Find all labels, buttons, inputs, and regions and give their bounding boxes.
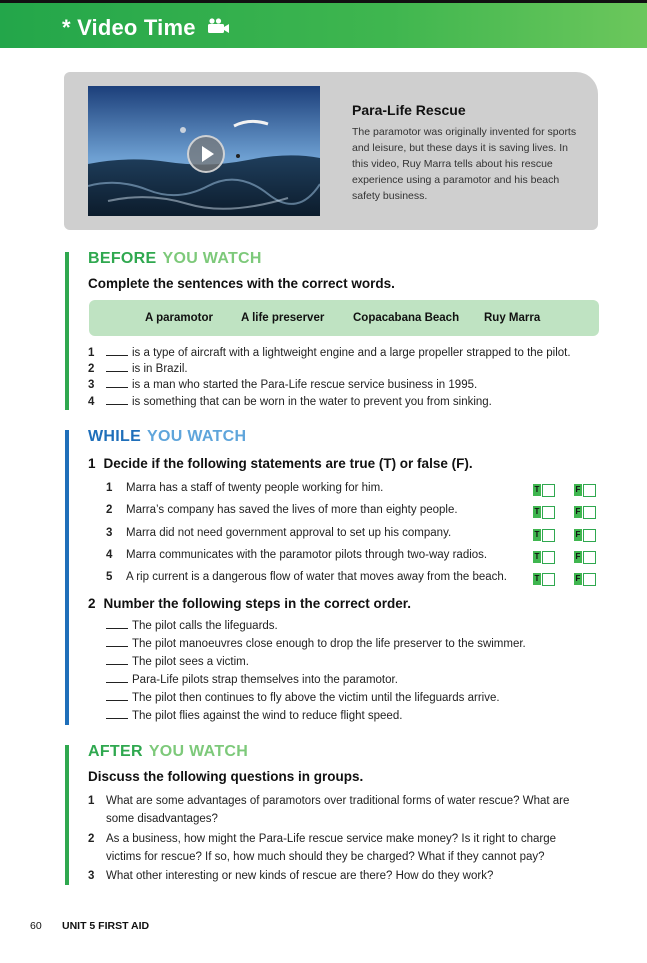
- while-task2-instruction: 2 Number the following steps in the correct order.: [88, 596, 412, 611]
- while-heading: WHILE YOU WATCH: [88, 428, 247, 445]
- word-bank-item: Ruy Marra: [484, 312, 541, 324]
- tf-statement: 4 Marra communicates with the paramotor pilots through two-way radios.: [106, 549, 488, 561]
- order-blank[interactable]: [106, 628, 128, 629]
- before-instruction: Complete the sentences with the correct words.: [88, 276, 395, 291]
- discussion-question: 3 What other interesting or new kinds of rescue are there? How do they work?: [88, 870, 494, 882]
- word-bank-item: A paramotor: [145, 312, 213, 324]
- tf-statement: 2 Marra’s company has saved the lives of more than eighty people.: [106, 504, 458, 516]
- discussion-question: 2 As a business, how might the Para-Life rescue service make money? Is it right to charge: [88, 833, 556, 845]
- tf-statement: 3 Marra did not need government approval to set up his company.: [106, 527, 452, 539]
- tf-statement: 5 A rip current is a dangerous flow of water that moves away from the beach.: [106, 571, 507, 583]
- false-checkbox[interactable]: F: [574, 484, 596, 496]
- banner-title: * Video Time: [62, 15, 196, 40]
- ordering-step: The pilot sees a victim.: [106, 656, 249, 668]
- true-checkbox[interactable]: T: [533, 529, 555, 541]
- true-box[interactable]: [542, 529, 555, 542]
- while-section-bar: [65, 430, 69, 725]
- order-blank[interactable]: [106, 664, 128, 665]
- page-number: 60: [30, 920, 42, 932]
- false-checkbox[interactable]: F: [574, 573, 596, 585]
- before-heading: BEFORE YOU WATCH: [88, 250, 262, 267]
- ordering-step: The pilot then continues to fly above the victim until the lifeguards arrive.: [106, 692, 500, 704]
- after-section-bar: [65, 745, 69, 885]
- unit-label: UNIT 5 FIRST AID: [62, 920, 150, 932]
- section-banner: [0, 0, 647, 48]
- after-instruction: Discuss the following questions in groups.: [88, 769, 364, 784]
- ordering-step: The pilot manoeuvres close enough to drop the life preserver to the swimmer.: [106, 638, 526, 650]
- false-box[interactable]: [583, 551, 596, 564]
- answer-blank[interactable]: [106, 371, 128, 372]
- answer-blank[interactable]: [106, 387, 128, 388]
- false-box[interactable]: [583, 484, 596, 497]
- while-task1-instruction: 1 Decide if the following statements are true (T) or false (F).: [88, 456, 473, 471]
- video-description: The paramotor was originally invented for sports and leisure, but these days it is saving lives. In this video, Ruy Marra tells about his rescue experience using a paramotor and his beach safety business.: [352, 126, 577, 202]
- false-checkbox[interactable]: F: [574, 551, 596, 563]
- order-blank[interactable]: [106, 718, 128, 719]
- discussion-question: 1 What are some advantages of paramotors over traditional forms of water rescue? What are: [88, 795, 570, 807]
- ordering-step: Para-Life pilots strap themselves into the paramotor.: [106, 674, 398, 686]
- false-box[interactable]: [583, 506, 596, 519]
- order-blank[interactable]: [106, 682, 128, 683]
- before-item: 2 is in Brazil.: [88, 363, 188, 375]
- true-box[interactable]: [542, 506, 555, 519]
- true-checkbox[interactable]: T: [533, 551, 555, 563]
- word-bank-item: A life preserver: [241, 312, 325, 324]
- ordering-step: The pilot flies against the wind to reduce flight speed.: [106, 710, 402, 722]
- play-button[interactable]: [187, 135, 225, 173]
- after-heading: AFTER YOU WATCH: [88, 743, 249, 760]
- before-section-bar: [65, 252, 69, 410]
- word-bank: [89, 300, 599, 336]
- true-checkbox[interactable]: T: [533, 506, 555, 518]
- true-box[interactable]: [542, 484, 555, 497]
- false-box[interactable]: [583, 573, 596, 586]
- tf-statement: 1 Marra has a staff of twenty people working for him.: [106, 482, 384, 494]
- video-title: Para-Life Rescue: [352, 102, 466, 118]
- order-blank[interactable]: [106, 700, 128, 701]
- ordering-step: The pilot calls the lifeguards.: [106, 620, 278, 632]
- before-item: 3 is a man who started the Para-Life rescue service business in 1995.: [88, 379, 478, 391]
- true-box[interactable]: [542, 573, 555, 586]
- true-box[interactable]: [542, 551, 555, 564]
- discussion-question-cont: victims for rescue? If so, how much should they be charged? What if they cannot pay?: [106, 851, 545, 863]
- order-blank[interactable]: [106, 646, 128, 647]
- true-checkbox[interactable]: T: [533, 484, 555, 496]
- video-camera-icon: [206, 17, 230, 35]
- answer-blank[interactable]: [106, 355, 128, 356]
- video-panel: [64, 72, 598, 230]
- video-thumbnail[interactable]: [88, 86, 320, 216]
- answer-blank[interactable]: [106, 404, 128, 405]
- false-checkbox[interactable]: F: [574, 529, 596, 541]
- true-checkbox[interactable]: T: [533, 573, 555, 585]
- discussion-question-cont: some disadvantages?: [106, 813, 218, 825]
- word-bank-item: Copacabana Beach: [353, 312, 460, 324]
- before-item: 1 is a type of aircraft with a lightweight engine and a large propeller strapped to the pilot.: [88, 347, 571, 359]
- false-box[interactable]: [583, 529, 596, 542]
- false-checkbox[interactable]: F: [574, 506, 596, 518]
- before-item: 4 is something that can be worn in the water to prevent you from sinking.: [88, 396, 492, 408]
